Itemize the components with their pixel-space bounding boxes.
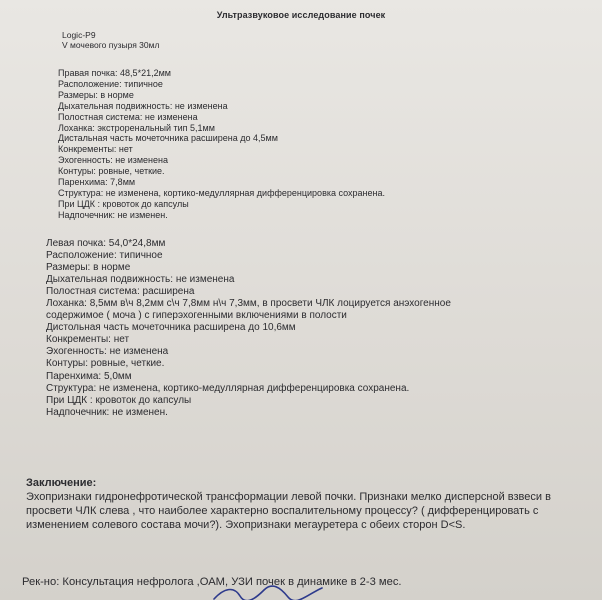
left-kidney-line: Размеры: в норме [46,262,131,274]
conclusion-heading: Заключение: [26,477,97,489]
right-kidney-line: Правая почка: 48,5*21,2мм [58,68,171,78]
signature-mark [210,584,330,600]
right-kidney-line: При ЦДК : кровоток до капсулы [58,198,189,209]
left-kidney-line: Эхогенность: не изменена [46,346,169,358]
right-kidney-line: Полостная система: не изменена [58,111,198,122]
left-kidney-line: содержимое ( моча ) с гиперэхогенными включениями в полости [46,310,347,322]
right-kidney-line: Эхогенность: не изменена [58,155,168,166]
right-kidney-line: Контуры: ровные, четкие. [58,166,165,177]
right-kidney-line: Дистальная часть мочеточника расширена до 4,5мм [58,133,278,144]
right-kidney-line: Структура: не изменена, кортико-медуллярная дифференцировка сохранена. [58,187,385,198]
document-title: Ультразвуковое исследование почек [216,10,386,20]
right-kidney-line: Конкременты: нет [58,144,133,155]
right-kidney-line: Паренхима: 7,8мм [58,177,136,188]
left-kidney-line: Лоханка: 8,5мм в\ч 8,2мм с\ч 7,8мм н\ч 7,3мм, в просвети ЧЛК лоцируется анэхогенное [46,298,451,310]
left-kidney-line: Расположение: типичное [46,250,163,262]
right-kidney-line: Надпочечник: не изменен. [58,209,168,220]
conclusion-section [26,476,596,532]
exam-meta [62,30,159,50]
right-kidney-section [58,68,385,221]
left-kidney-line: Надпочечник: не изменен. [46,406,168,418]
left-kidney-line: Паренхима: 5,0мм [46,370,132,382]
left-kidney-line: При ЦДК : кровоток до капсулы [46,394,192,406]
left-kidney-line: Структура: не изменена, кортико-медуллярная дифференцировка сохранена. [46,382,410,394]
recommendation-line: Рек-но: Консультация нефролога ,ОАМ, УЗИ почек в динамике в 2-3 мес. [22,576,402,588]
right-kidney-line: Размеры: в норме [58,89,134,100]
right-kidney-line: Дыхательная подвижность: не изменена [58,100,228,111]
left-kidney-line: Контуры: ровные, четкие. [46,358,165,370]
left-kidney-line: Дыхательная подвижность: не изменена [46,274,235,286]
left-kidney-section [46,238,451,419]
bladder-volume: V мочевого пузыря 30мл [62,40,160,50]
right-kidney-line: Лоханка: экстроренальный тип 5,1мм [58,122,215,133]
left-kidney-line: Дистольная часть мочеточника расширена до 10,6мм [46,322,296,334]
left-kidney-line: Левая почка: 54,0*24,8мм [46,238,166,249]
conclusion-text: Эхопризнаки гидронефротической трансформации левой почки. Признаки мелко дисперсной взвеси в просвети ЧЛК слева , что наиболее характерно воспалительному процессу? ( дифференцировать с изменением солевого состава мочи?). Эхопризнаки мегауретера с обеих сторон D<S. [26,491,551,531]
left-kidney-line: Полостная система: расширена [46,286,195,298]
device-name: Logic-P9 [62,30,96,40]
left-kidney-line: Конкременты: нет [46,334,130,346]
right-kidney-line: Расположение: типичное [58,78,163,89]
